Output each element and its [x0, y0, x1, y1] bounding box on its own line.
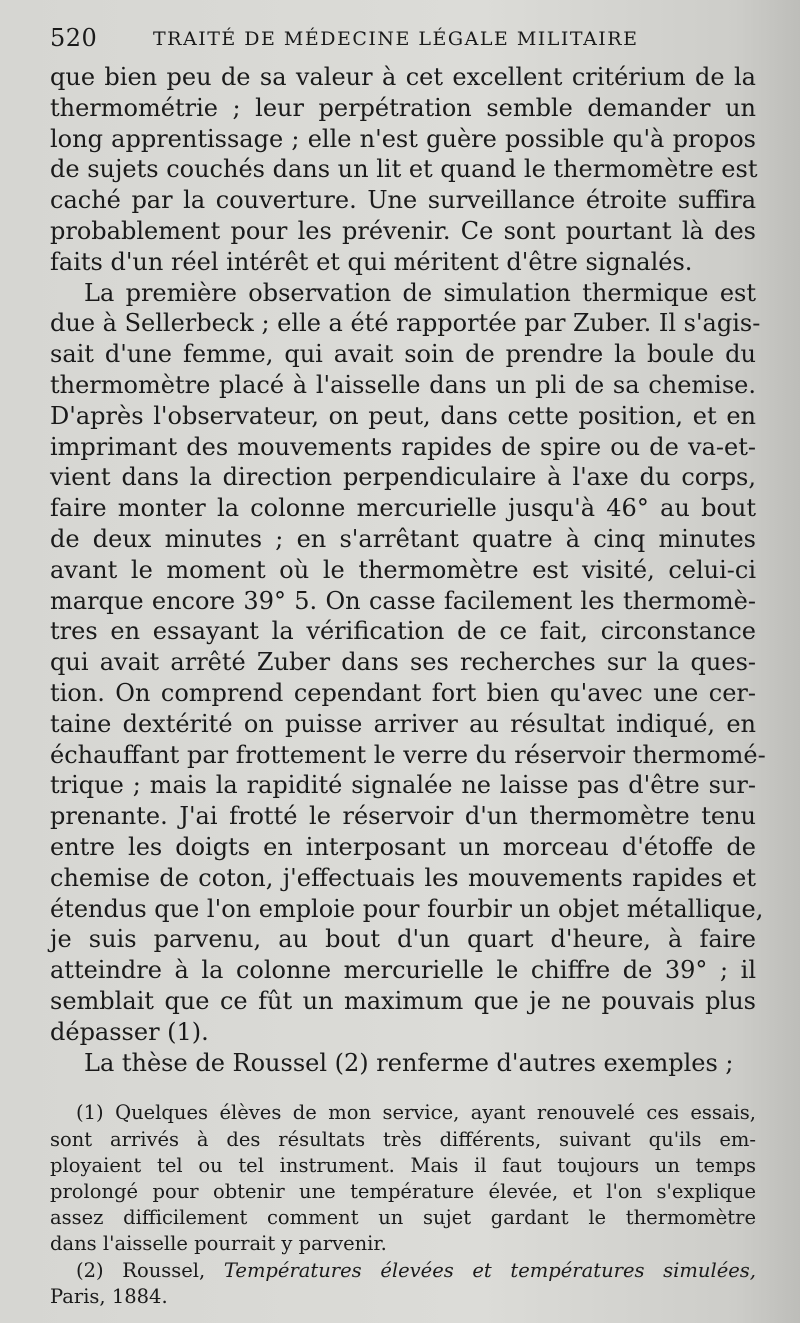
text-line: qui avait arrêté Zuber dans ses recherches sur la ques- [50, 648, 756, 677]
text-line: sait d'une femme, qui avait soin de prendre la boule du [50, 340, 756, 369]
text-line: probablement pour les prévenir. Ce sont pourtant là des [50, 216, 756, 245]
text-line: faire monter la colonne mercurielle jusqu'à 46° au bout [50, 494, 756, 523]
text-line: trique ; mais la rapidité signalée ne laisse pas d'être sur- [50, 771, 756, 800]
text-line: vient dans la direction perpendiculaire à l'axe du corps, [50, 463, 756, 492]
running-title: TRAITÉ DE MÉDECINE LÉGALE MILITAIRE [153, 28, 639, 50]
footnote-line [50, 1258, 756, 1284]
text-line: faits d'un réel intérêt et qui méritent d'être signalés. [50, 247, 693, 276]
paragraph-roussel [50, 1048, 756, 1079]
footnote-line: sont arrivés à des résultats très différents, suivant qu'ils em- [50, 1127, 756, 1151]
text-line: avant le moment où le thermomètre est visité, celui-ci [50, 555, 756, 584]
text-line: marque encore 39° 5. On casse facilement les thermomè- [50, 586, 756, 615]
footnote-2-title: Températures élevées et températures simulées, [223, 1258, 756, 1282]
text-line: que bien peu de sa valeur à cet excellent critérium de la [50, 63, 756, 91]
text-line: étendus que l'on emploie pour fourbir un objet métallique, [50, 894, 764, 923]
text-line: entre les doigts en interposant un morceau d'étoffe de [50, 832, 756, 861]
text-line: je suis parvenu, au bout d'un quart d'heure, à faire [50, 925, 756, 954]
text-line: de deux minutes ; en s'arrêtant quatre à cinq minutes [50, 524, 756, 553]
main-text [50, 62, 766, 1078]
text-line: D'après l'observateur, on peut, dans cette position, et en [50, 401, 756, 430]
running-header [50, 22, 756, 62]
text-line: La thèse de Roussel (2) renferme d'autres exemples ; [84, 1048, 734, 1077]
text-line: caché par la couverture. Une surveillance étroite suffira [50, 186, 756, 215]
text-line: prenante. J'ai frotté le réservoir d'un thermomètre tenu [50, 802, 756, 831]
text-line: chemise de coton, j'effectuais les mouvements rapides et [50, 863, 756, 892]
text-line: La première observation de simulation thermique est [84, 278, 756, 307]
footnote-2-place-date: Paris, 1884. [50, 1284, 168, 1308]
text-line: imprimant des mouvements rapides de spire ou de va-et- [50, 432, 756, 461]
text-line: taine dextérité on puisse arriver au résultat indiqué, en [50, 709, 756, 738]
text-line: tion. On comprend cependant fort bien qu'avec une cer- [50, 678, 756, 707]
page-number: 520 [50, 24, 98, 52]
text-line: due à Sellerbeck ; elle a été rapportée par Zuber. Il s'agis- [50, 309, 761, 338]
footnote-1 [50, 1100, 756, 1257]
footnote-line: assez difficilement comment un sujet gardant le thermomètre [50, 1206, 756, 1230]
footnote-2-author: (2) Roussel, [76, 1258, 224, 1282]
text-line: tres en essayant la vérification de ce fait, circonstance [50, 617, 756, 646]
text-line: atteindre à la colonne mercurielle le chiffre de 39° ; il [50, 956, 756, 985]
text-line: long apprentissage ; elle n'est guère possible qu'à propos [50, 124, 756, 153]
footnote-line: prolongé pour obtenir une température élevée, et l'on s'explique [50, 1179, 756, 1203]
text-line: semblait que ce fût un maximum que je ne pouvais plus [50, 986, 756, 1015]
text-line: thermométrie ; leur perpétration semble demander un [50, 93, 756, 122]
footnote-line: ployaient tel ou tel instrument. Mais il faut toujours un temps [50, 1153, 756, 1177]
paragraph-continued [50, 62, 756, 278]
footnotes [50, 1100, 756, 1310]
paragraph-sellerbeck [50, 278, 766, 1048]
footnote-2 [50, 1258, 756, 1310]
text-line: échauffant par frottement le verre du réservoir thermomé- [50, 740, 766, 769]
footnote-line: dans l'aisselle pourrait y parvenir. [50, 1232, 387, 1256]
text-line: de sujets couchés dans un lit et quand le thermomètre est [50, 155, 758, 184]
text-line: dépasser (1). [50, 1017, 209, 1046]
text-line: thermomètre placé à l'aisselle dans un pli de sa chemise. [50, 370, 756, 399]
footnote-line: (1) Quelques élèves de mon service, ayant renouvelé ces essais, [76, 1101, 756, 1125]
